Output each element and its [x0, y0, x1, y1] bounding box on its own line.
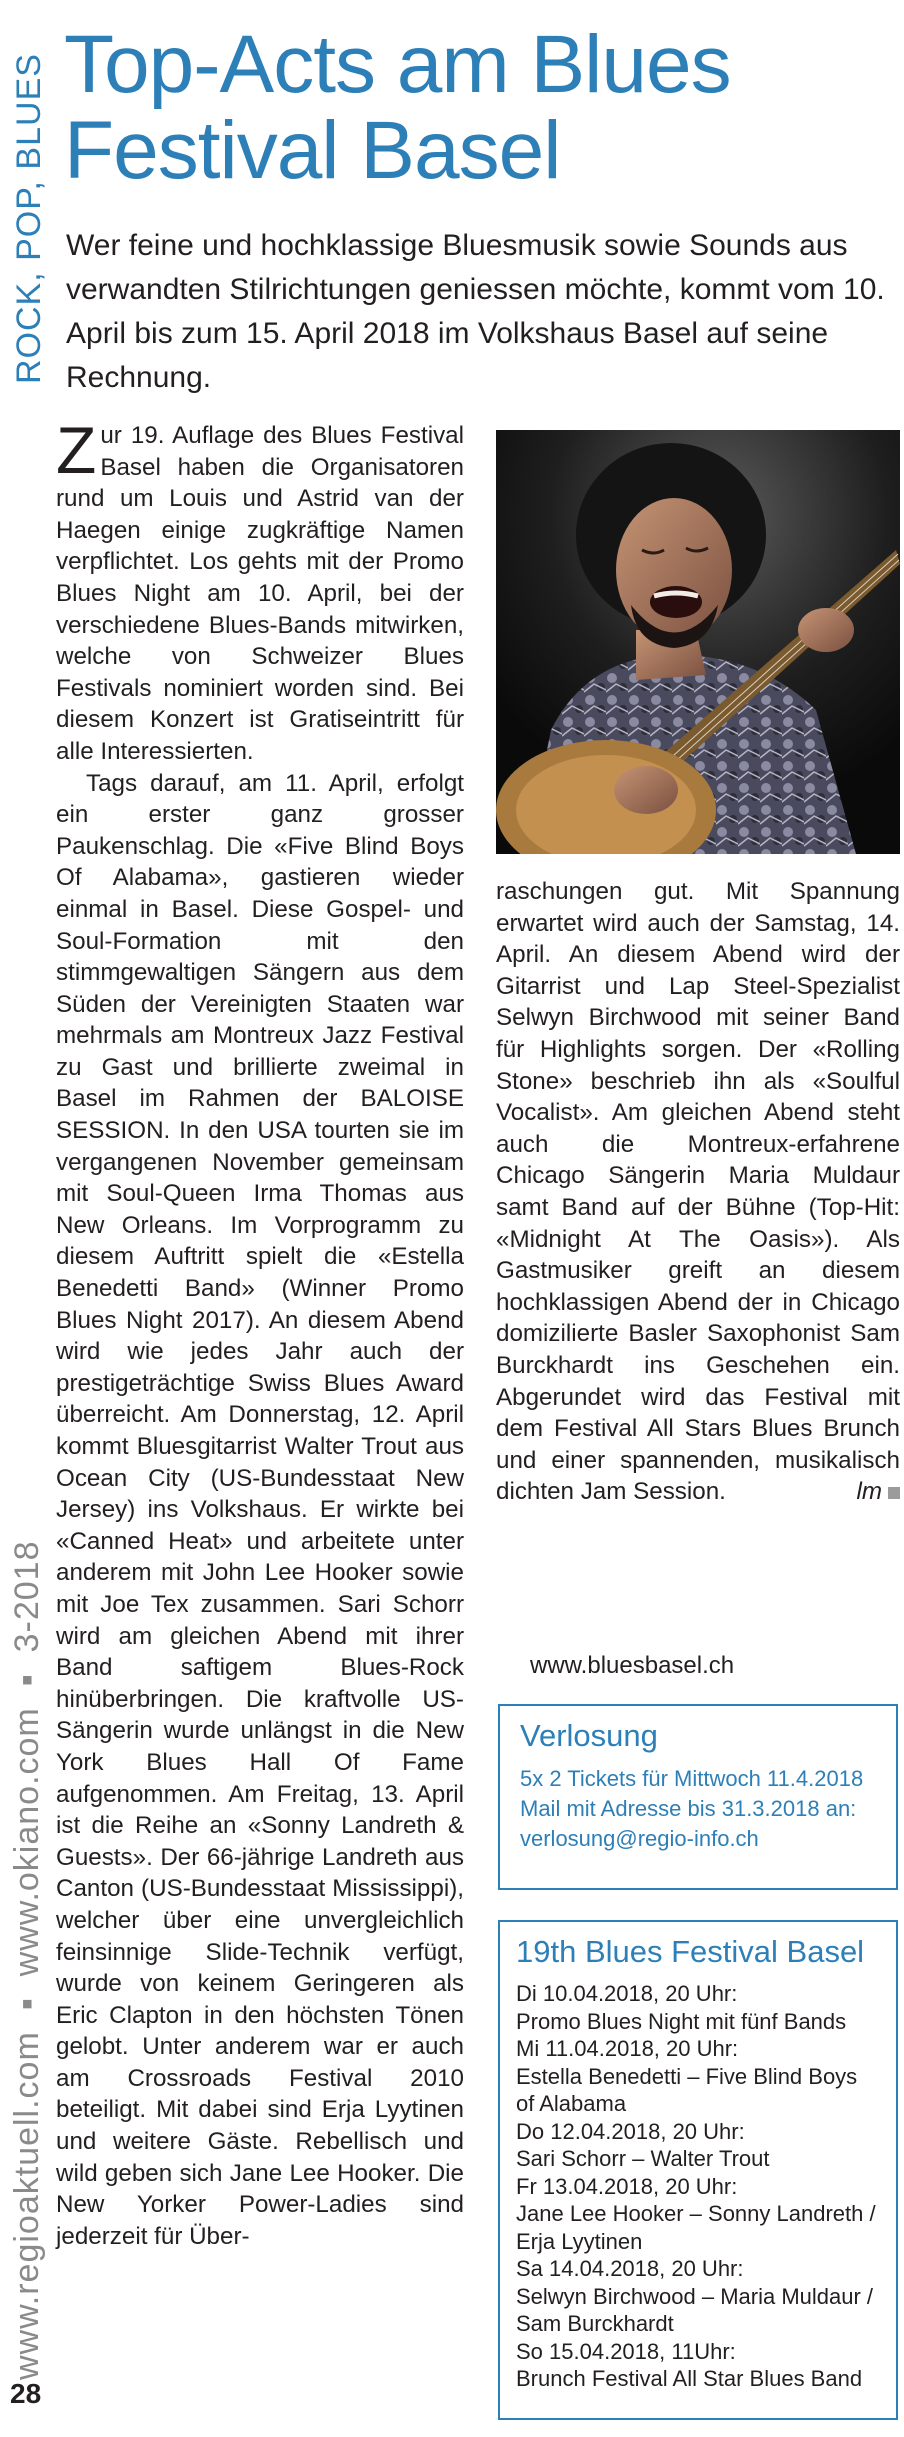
schedule-item: So 15.04.2018, 11Uhr: [516, 2338, 736, 2364]
footer-separator: ▪ [8, 1986, 46, 2021]
author-signature: lm [856, 1478, 882, 1506]
headline: Top-Acts am Blues Festival Basel [64, 19, 731, 196]
guitarist-illustration [496, 430, 900, 854]
schedule-item: Sari Schorr – Walter Trout [516, 2146, 770, 2171]
schedule-item: Mi 11.04.2018, 20 Uhr: [516, 2036, 739, 2061]
footer-site-regioaktuell: www.regioaktuell.com [8, 2031, 46, 2380]
musician-photo [496, 430, 900, 854]
raffle-title: Verlosung [520, 1718, 658, 1753]
schedule-item: Promo Blues Night mit fünf Bands [516, 2008, 847, 2034]
raffle-line-2: Mail mit Adresse bis 31.3.2018 an: [520, 1796, 857, 1821]
footer-issue: 3-2018 [8, 1540, 46, 1653]
raffle-text [520, 1764, 876, 1854]
schedule-title: 19th Blues Festival Basel [516, 1934, 865, 1969]
drop-cap: Z [56, 413, 97, 487]
footer-separator: ▪ [8, 1662, 46, 1697]
schedule-item: Estella Benedetti – Five Blind Boys of Alabama [516, 2063, 858, 2116]
article-column-1 [56, 413, 464, 2252]
schedule-list [516, 1980, 880, 2393]
schedule-item: Di 10.04.2018, 20 Uhr: [516, 1981, 738, 2006]
article-end [856, 1476, 900, 1508]
schedule-item: Sa 14.04.2018, 20 Uhr: [516, 2256, 744, 2281]
schedule-item: Do 12.04.2018, 20 Uhr: [516, 2118, 745, 2144]
lead-paragraph: Wer feine und hochklassige Bluesmusik sowie Sounds aus verwandten Stilrichtungen geniessen möchte, kommt vom 10. April bis zum 15. April 2018 im Volkshaus Basel auf seine Rechnung. [66, 229, 885, 394]
schedule-item: Selwyn Birchwood – Maria Muldaur / Sam Burckhardt [516, 2283, 874, 2336]
raffle-line-1: 5x 2 Tickets für Mittwoch 11.4.2018 [520, 1766, 864, 1791]
article-paragraph-2: Tags darauf, am 11. April, erfolgt ein erster ganz grosser Paukenschlag. Die «Five Blind Boys Of Alabama», gastieren wieder einmal in Basel. Diese Gospel- und Soul-Formation mit den stimmgewaltigen Sängern aus dem Süden der Vereinigten Staaten war mehrmals am Montreux Jazz Festival zu Gast und brillierte zweimal in Basel im Rahmen der BALOISE SESSION. In den USA tourten sie im vergangenen November gemeinsam mit Soul-Queen Irma Thomas aus New Orleans. Im Vorprogramm zu diesem Auftritt spielt die «Estella Benedetti Band» (Winner Promo Blues Night 2017). An diesem Abend wird wie jedes Jahr auch der prestigeträchtige Swiss Blues Award überreicht. Am Donnerstag, 12. April kommt Bluesgitarrist Walter Trout aus Ocean City (US-Bundesstaat New Jersey) ins Volkshaus. Er wirkte bei «Canned Heat» und arbeitete unter anderem mit John Lee Hooker sowie mit Joe Tex zusammen. Sari Schorr wird am gleichen Abend mit ihrer Band saftigem Blues-Rock hinüberbringen. Die kraftvolle US-Sängerin wurde unlängst in die New York Blues Hall Of Fame aufgenommen. Am Freitag, 13. April ist die Reihe an «Sonny Landreth & Guests». Der 66-jährige Landreth aus Canton (US-Bundesstaat Mississippi), welcher über eine unvergleichlich feinsinnige Slide-Technik verfügt, wurde von keinem Geringeren als Eric Clapton in den höchsten Tönen gelobt. Unter anderem war er auch am Crossroads Festival 2010 beteiligt. Mit dabei sind Erja Lyytinen und weitere Gäste. Rebellisch und wild geben sich Jane Lee Hooker. Die New Yorker Power-Ladies sind jederzeit für Über- [56, 769, 464, 2250]
schedule-box [498, 1920, 898, 2420]
section-label: ROCK, POP, BLUES [10, 53, 48, 384]
footer-site-okiano: www.okiano.com [8, 1707, 46, 1977]
raffle-email[interactable]: verlosung@regio-info.ch [520, 1826, 759, 1851]
page-number: 28 [10, 2378, 42, 2409]
schedule-item: Fr 13.04.2018, 20 Uhr: [516, 2173, 738, 2199]
schedule-item: Jane Lee Hooker – Sonny Landreth / Erja Lyytinen [516, 2201, 876, 2254]
footer-websites [8, 1541, 47, 2381]
raffle-box [498, 1704, 898, 1890]
article-paragraph-1-text: ur 19. Auflage des Blues Festival Basel haben die Organisatoren rund um Louis und Astrid van der Haegen einige zugkräftige Namen verpflichtet. Los gehts mit der Promo Blues Night am 10. April, bei der verschiedene Blues-Bands mitwirken, welche von Schweizer Blues Festivals nominiert worden sind. Bei diesem Konzert ist Gratiseintritt für alle Interessierten. [56, 422, 464, 765]
article-column-2-text: raschungen gut. Mit Spannung erwartet wird auch der Samstag, 14. April. An diesem Abend wird der Gitarrist und Lap Steel-Spezialist Selwyn Birchwood mit seiner Band für Highlights sorgen. Der «Rolling Stone» beschrieb ihn als «Soulful Vocalist». Am gleichen Abend steht auch die Montreux-erfahrene Chicago Sängerin Maria Muldaur samt Band auf der Bühne (Top-Hit: «Midnight At The Oasis»). Als Gastmusiker greift an diesem hochklassigen Abend der in Chicago domizilierte Basler Saxophonist Sam Burckhardt ins Geschehen ein. Abgerundet wird das Festival mit dem Festival All Stars Blues Brunch und einer spannenden, musikalisch dichten Jam Session. lm [496, 876, 900, 1508]
schedule-item: Brunch Festival All Star Blues Band [516, 2366, 863, 2391]
end-square-icon [888, 1487, 900, 1499]
website-link[interactable]: www.bluesbasel.ch [530, 1652, 735, 1679]
article-column-2 [496, 876, 900, 1508]
article-paragraph-1 [56, 413, 464, 768]
